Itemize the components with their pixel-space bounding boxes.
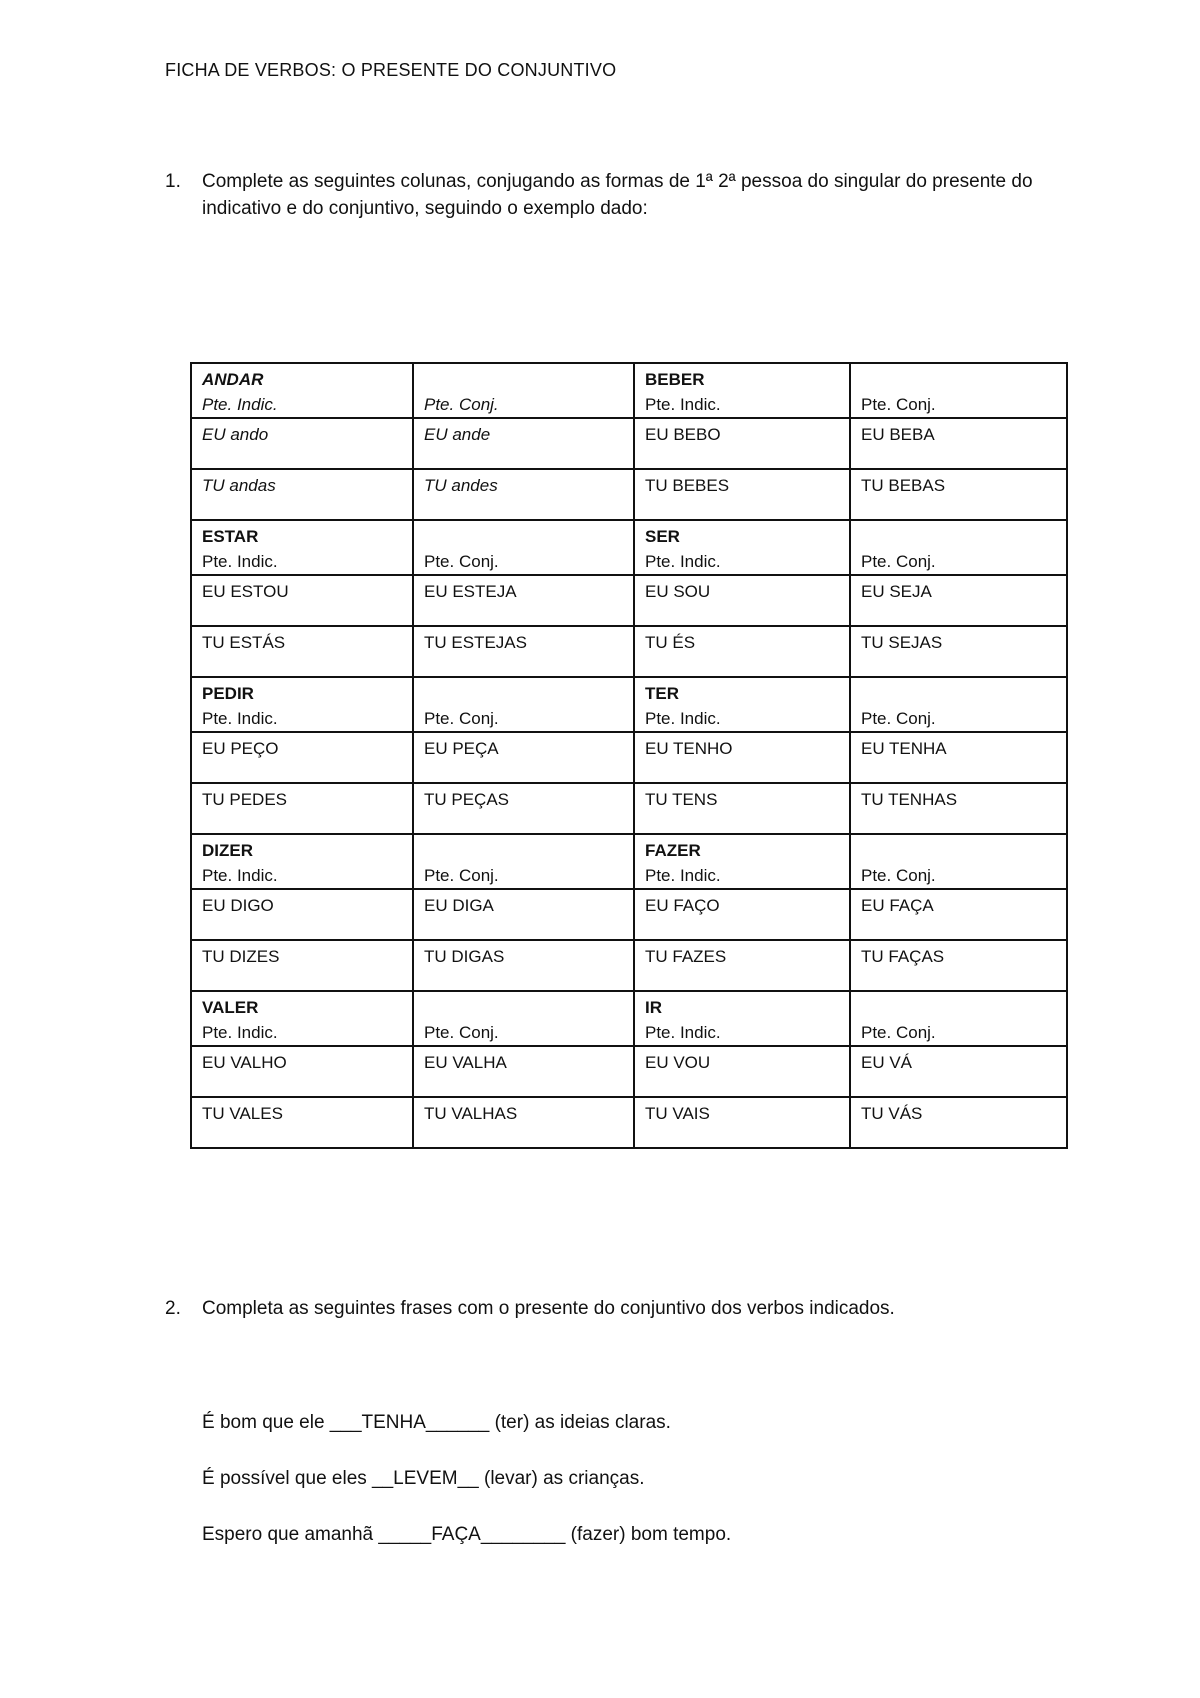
indicative-label: Pte. Indic. [645, 1023, 721, 1042]
indicative-label: Pte. Indic. [202, 395, 278, 414]
conjunctive-form-cell: EU TENHA [850, 732, 1067, 783]
indicative-label: Pte. Indic. [645, 709, 721, 728]
indicative-form-cell: EU ESTOU [191, 575, 413, 626]
conjunctive-form-cell: EU VALHA [413, 1046, 634, 1097]
conjunctive-label: Pte. Conj. [424, 866, 499, 885]
conjunctive-form-cell: TU PEÇAS [413, 783, 634, 834]
indicative-form-cell: EU FAÇO [634, 889, 850, 940]
conjunctive-label: Pte. Conj. [861, 709, 936, 728]
verb-header-row [191, 991, 1067, 1046]
indicative-form-cell: EU SOU [634, 575, 850, 626]
exercise-2-number: 2. [165, 1298, 181, 1319]
indicative-form-cell: EU VALHO [191, 1046, 413, 1097]
conjunctive-label: Pte. Conj. [861, 1023, 936, 1042]
indicative-form-cell: TU BEBES [634, 469, 850, 520]
verb-name-cell [634, 520, 850, 575]
indicative-label: Pte. Indic. [645, 395, 721, 414]
verb-name-cell [191, 991, 413, 1046]
conjunctive-form-cell: TU VÁS [850, 1097, 1067, 1148]
indicative-form-cell: TU andas [191, 469, 413, 520]
conjunctive-label: Pte. Conj. [424, 395, 499, 414]
indicative-label: Pte. Indic. [202, 1023, 278, 1042]
indicative-label: Pte. Indic. [202, 866, 278, 885]
conjunctive-label-cell [850, 834, 1067, 889]
sentence-3: Espero que amanhã _____FAÇA________ (fazer) bom tempo. [202, 1524, 732, 1545]
verb-name: VALER [202, 998, 259, 1017]
conjunctive-form-cell: TU DIGAS [413, 940, 634, 991]
conjunctive-form-cell: TU andes [413, 469, 634, 520]
verb-name: ESTAR [202, 527, 259, 546]
indicative-form-cell: EU ando [191, 418, 413, 469]
conjunctive-form-cell: TU VALHAS [413, 1097, 634, 1148]
verb-name: DIZER [202, 841, 253, 860]
conjunctive-form-cell: TU BEBAS [850, 469, 1067, 520]
conjunctive-label-cell [850, 677, 1067, 732]
verb-name-cell [634, 363, 850, 418]
conjunctive-form-cell: EU BEBA [850, 418, 1067, 469]
conjugation-eu-row [191, 575, 1067, 626]
verb-name: IR [645, 998, 662, 1017]
indicative-form-cell: EU BEBO [634, 418, 850, 469]
verb-conjugation-table [190, 362, 1068, 1149]
conjunctive-label: Pte. Conj. [861, 395, 936, 414]
verb-name: ANDAR [202, 370, 264, 389]
conjunctive-form-cell: EU DIGA [413, 889, 634, 940]
indicative-label: Pte. Indic. [645, 552, 721, 571]
conjugation-eu-row [191, 1046, 1067, 1097]
verb-name-cell [634, 834, 850, 889]
conjunctive-form-cell: EU VÁ [850, 1046, 1067, 1097]
conjugation-tu-row [191, 469, 1067, 520]
verb-name-cell [634, 677, 850, 732]
conjugation-eu-row [191, 418, 1067, 469]
indicative-form-cell: TU VALES [191, 1097, 413, 1148]
conjunctive-form-cell: EU ESTEJA [413, 575, 634, 626]
indicative-form-cell: EU VOU [634, 1046, 850, 1097]
indicative-label: Pte. Indic. [202, 709, 278, 728]
sentence-1: É bom que ele ___TENHA______ (ter) as ideias claras. [202, 1412, 671, 1433]
conjugation-tu-row [191, 940, 1067, 991]
indicative-form-cell: TU TENS [634, 783, 850, 834]
conjugation-tu-row [191, 1097, 1067, 1148]
verb-name: PEDIR [202, 684, 254, 703]
exercise-1-number: 1. [165, 171, 181, 192]
conjunctive-form-cell: TU ESTEJAS [413, 626, 634, 677]
conjunctive-label: Pte. Conj. [861, 866, 936, 885]
conjunctive-label: Pte. Conj. [424, 1023, 499, 1042]
indicative-form-cell: EU PEÇO [191, 732, 413, 783]
verb-name-cell [191, 834, 413, 889]
conjunctive-label-cell [413, 520, 634, 575]
conjunctive-form-cell: TU FAÇAS [850, 940, 1067, 991]
conjunctive-form-cell: TU SEJAS [850, 626, 1067, 677]
indicative-form-cell: TU VAIS [634, 1097, 850, 1148]
conjunctive-label: Pte. Conj. [424, 709, 499, 728]
indicative-label: Pte. Indic. [202, 552, 278, 571]
conjunctive-form-cell: EU SEJA [850, 575, 1067, 626]
conjunctive-label-cell [413, 834, 634, 889]
conjunctive-label-cell [850, 520, 1067, 575]
verb-name-cell [191, 677, 413, 732]
verb-header-row [191, 520, 1067, 575]
verb-name-cell [191, 363, 413, 418]
indicative-form-cell: TU ESTÁS [191, 626, 413, 677]
conjunctive-label-cell [850, 991, 1067, 1046]
verb-name: SER [645, 527, 680, 546]
conjunctive-form-cell: TU TENHAS [850, 783, 1067, 834]
indicative-form-cell: TU PEDES [191, 783, 413, 834]
document-title: FICHA DE VERBOS: O PRESENTE DO CONJUNTIVO [165, 60, 617, 80]
exercise-2-instruction [165, 1295, 1065, 1322]
verb-name-cell [191, 520, 413, 575]
verb-header-row [191, 677, 1067, 732]
conjunctive-label-cell [413, 363, 634, 418]
sentence-2: É possível que eles __LEVEM__ (levar) as crianças. [202, 1468, 645, 1489]
conjugation-tu-row [191, 783, 1067, 834]
verb-header-row [191, 363, 1067, 418]
exercise-1-instruction [165, 168, 1065, 222]
conjunctive-label: Pte. Conj. [861, 552, 936, 571]
exercise-2-text: Completa as seguintes frases com o presente do conjuntivo dos verbos indicados. [202, 1298, 895, 1319]
conjunctive-label-cell [850, 363, 1067, 418]
indicative-form-cell: TU ÉS [634, 626, 850, 677]
conjugation-eu-row [191, 889, 1067, 940]
indicative-form-cell: EU TENHO [634, 732, 850, 783]
indicative-form-cell: EU DIGO [191, 889, 413, 940]
conjunctive-label-cell [413, 677, 634, 732]
conjunctive-form-cell: EU FAÇA [850, 889, 1067, 940]
exercise-1-text: Complete as seguintes colunas, conjugando as formas de 1ª 2ª pessoa do singular do presente do indicativo e do conjuntivo, seguindo o exemplo dado: [202, 171, 1033, 219]
indicative-form-cell: TU DIZES [191, 940, 413, 991]
conjunctive-label-cell [413, 991, 634, 1046]
verb-name-cell [634, 991, 850, 1046]
verb-name: FAZER [645, 841, 701, 860]
conjugation-eu-row [191, 732, 1067, 783]
verb-name: BEBER [645, 370, 705, 389]
indicative-form-cell: TU FAZES [634, 940, 850, 991]
indicative-label: Pte. Indic. [645, 866, 721, 885]
verb-name: TER [645, 684, 679, 703]
conjunctive-form-cell: EU PEÇA [413, 732, 634, 783]
conjunctive-label: Pte. Conj. [424, 552, 499, 571]
conjunctive-form-cell: EU ande [413, 418, 634, 469]
verb-header-row [191, 834, 1067, 889]
conjugation-tu-row [191, 626, 1067, 677]
